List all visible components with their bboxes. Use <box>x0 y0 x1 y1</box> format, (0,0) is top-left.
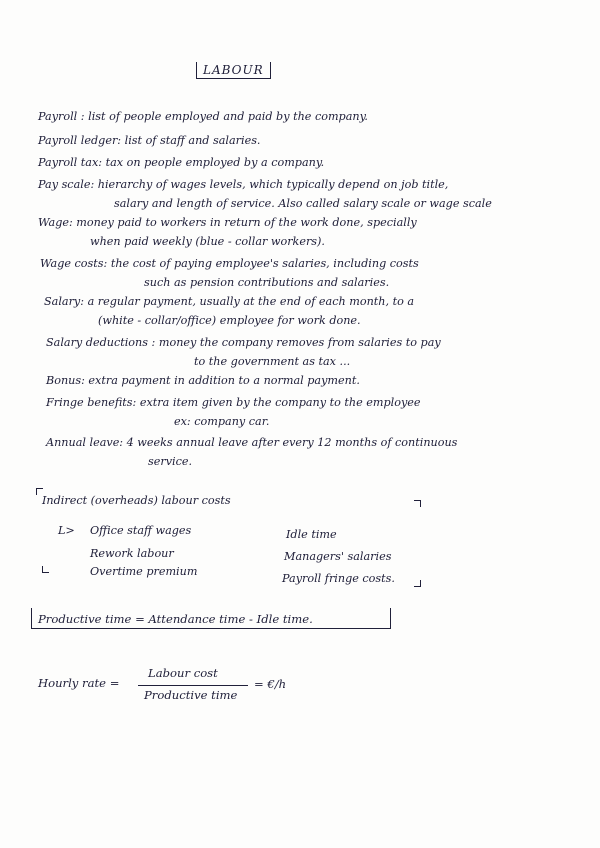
definition-wage-costs <box>40 254 419 292</box>
definition-text: Pay scale: hierarchy of wages levels, which typically depend on job title, <box>38 178 449 191</box>
definition-salary-deductions <box>46 333 441 371</box>
fraction-bar <box>138 685 248 686</box>
definition-payroll-tax <box>38 153 324 172</box>
indirect-item: Managers' salaries <box>284 550 392 563</box>
hourly-rate-label: Hourly rate = <box>38 676 120 690</box>
hourly-rate-denominator: Productive time <box>144 688 238 702</box>
definition-continuation: when paid weekly (blue - collar workers). <box>90 235 325 248</box>
bracket-bottom-right <box>414 580 421 587</box>
bracket-top-right <box>414 500 421 507</box>
indirect-costs-heading: Indirect (overheads) labour costs <box>42 494 231 507</box>
definition-text: Wage: money paid to workers in return of the work done, specially <box>38 216 417 229</box>
definition-payroll <box>38 107 368 126</box>
page-title: LABOUR <box>196 62 271 79</box>
bracket-bottom-left <box>42 566 49 573</box>
definition-continuation: ex: company car. <box>174 415 270 428</box>
definition-text: Payroll ledger: list of staff and salaries. <box>38 134 261 147</box>
definition-text: Annual leave: 4 weeks annual leave after every 12 months of continuous <box>46 436 458 449</box>
definition-salary <box>44 292 414 330</box>
definition-text: Fringe benefits: extra item given by the company to the employee <box>46 396 421 409</box>
indirect-item: Rework labour <box>90 547 174 560</box>
hourly-rate-numerator: Labour cost <box>148 666 218 680</box>
definition-continuation: salary and length of service. Also called salary scale or wage scale <box>114 197 492 210</box>
definition-fringe-benefits <box>46 393 421 431</box>
definition-wage <box>38 213 417 251</box>
definition-text: Bonus: extra payment in addition to a normal payment. <box>46 374 360 387</box>
definition-text: Payroll tax: tax on people employed by a company. <box>38 156 325 169</box>
definition-text: Salary: a regular payment, usually at the end of each month, to a <box>44 295 415 308</box>
definition-annual-leave <box>46 433 457 471</box>
indirect-item: Overtime premium <box>90 565 198 578</box>
definition-continuation: to the government as tax ... <box>194 355 351 368</box>
hourly-rate-result: = €/h <box>254 677 287 691</box>
definition-bonus <box>46 371 360 390</box>
productive-time-formula: Productive time = Attendance time - Idle time. <box>38 612 313 626</box>
definition-pay-scale <box>38 175 492 213</box>
indirect-item: Payroll fringe costs. <box>282 572 395 585</box>
definition-continuation: such as pension contributions and salaries. <box>144 276 390 289</box>
indirect-item: Office staff wages <box>90 524 192 537</box>
definition-text: Payroll : list of people employed and paid by the company. <box>38 110 368 123</box>
indirect-item: Idle time <box>286 528 337 541</box>
definition-continuation: (white - collar/office) employee for work done. <box>98 314 361 327</box>
arrow-marker: L> <box>58 524 75 537</box>
definition-payroll-ledger <box>38 131 261 150</box>
definition-text: Salary deductions : money the company removes from salaries to pay <box>46 336 441 349</box>
definition-text: Wage costs: the cost of paying employee's salaries, including costs <box>40 257 419 270</box>
definition-continuation: service. <box>148 455 193 468</box>
